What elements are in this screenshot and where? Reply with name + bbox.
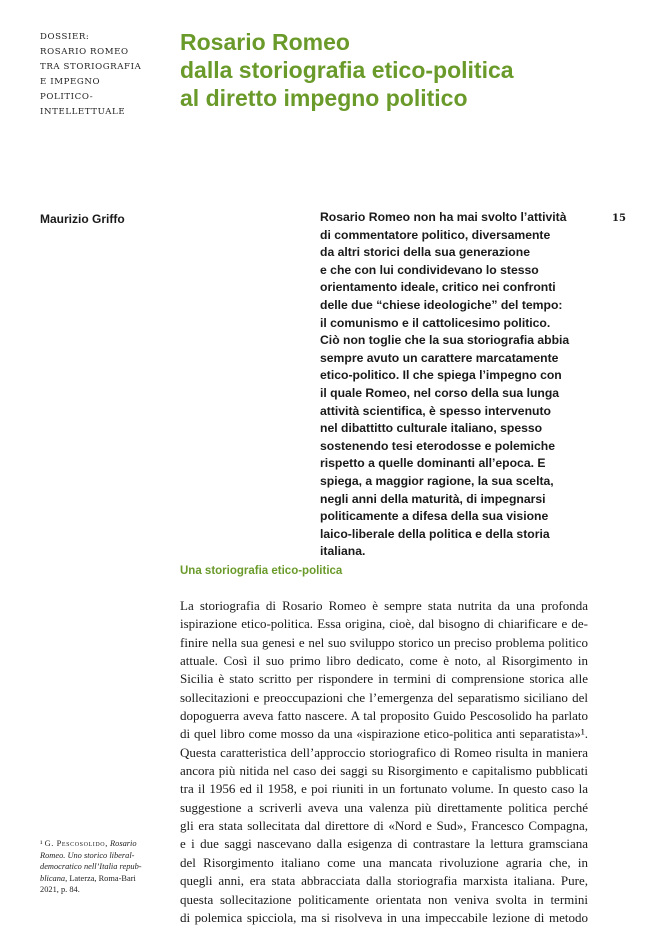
footnote-marker: ¹ <box>40 839 43 848</box>
body-text <box>180 597 588 927</box>
body-line: attuale. Così il suo primo libro dedicato, come è noto, al Risorgimento in <box>180 653 588 669</box>
dossier-line: ROSARIO ROMEO <box>40 47 129 57</box>
abstract-line: politicamente a difesa della sua visione <box>320 509 549 524</box>
abstract-line: attività scientifica, è spesso intervenuto <box>320 403 551 418</box>
body-line: Questa caratteristica dell’approccio storiografico di Romeo risulta in maniera <box>180 744 588 760</box>
section-heading: Una storiografia etico-politica <box>180 565 343 577</box>
abstract-line: e che con lui condividevano lo stesso <box>320 262 539 277</box>
dossier-line: DOSSIER: <box>40 32 90 42</box>
footnote-title: blicana, <box>40 873 68 883</box>
abstract-line: laico-liberale della politica e della storia <box>320 526 550 541</box>
footnote-line <box>40 861 168 873</box>
footnote-author: G. Pescosolido, <box>44 839 108 848</box>
footnote-publisher: Laterza, Roma-Bari <box>67 873 136 883</box>
body-line: Sicilia è stato scritto per rispondere in termini di comprensione storica alle <box>180 671 588 687</box>
dossier-line: TRA STORIOGRAFIA <box>40 62 142 72</box>
footnote-line <box>40 838 168 850</box>
title-line: dalla storiografia etico-politica <box>180 57 514 83</box>
body-line: e i due saggi nascevano dalla esigenza di contrastare la lettura gramsciana <box>180 836 588 852</box>
body-line: del Risorgimento italiano come una mancata rivoluzione agraria che, in <box>180 854 588 870</box>
title-line: Rosario Romeo <box>180 29 350 55</box>
abstract-line: Ciò non toglie che la sua storiografia abbia <box>320 333 570 348</box>
body-line: di polemica spicciola, ma si risolveva in una impeccabile lezione di metodo <box>180 909 588 925</box>
body-line: gli era stata sollecitata dal direttore di «Nord e Sud», Francesco Compagna, <box>180 818 588 834</box>
title-line: al diretto impegno politico <box>180 85 468 111</box>
abstract-line: rispetto a quelle dominanti all’epoca. E <box>320 456 546 471</box>
dossier-label <box>40 30 170 120</box>
abstract-line: etico-politico. Il che spiega l’impegno con <box>320 368 562 383</box>
body-line: suggestione a scriverli aveva una valenza più direttamente politica perché <box>180 799 588 815</box>
footnote-title: democratico nell’Italia repub- <box>40 862 142 872</box>
abstract-line: da altri storici della sua generazione <box>320 245 530 260</box>
dossier-line: E IMPEGNO <box>40 77 101 87</box>
footnote-line <box>40 850 168 862</box>
abstract-line: delle due “chiese ideologiche” del tempo: <box>320 297 563 312</box>
body-line: finire nella sua genesi e nel suo sviluppo storico un preciso problema politico <box>180 634 588 650</box>
dossier-line: POLITICO- <box>40 92 94 102</box>
author-name: Maurizio Griffo <box>40 212 125 226</box>
abstract-line: Rosario Romeo non ha mai svolto l’attività <box>320 210 567 224</box>
body-line: sollecitazioni e preoccupazioni che l’emergenza del separatismo siciliano del <box>180 689 588 705</box>
body-line: ispirazione etico-politica. Essa origina, cioè, dal bisogno di chiarificare e de- <box>180 616 588 632</box>
dossier-line: INTELLETTUALE <box>40 107 126 117</box>
body-line: dopoguerra aveva fatto nascere. A tal proposito Guido Pescosolido ha parlato <box>180 708 588 724</box>
body-line: di quel libro come mosso da una «ispirazione etico-politica anti separatista»¹. <box>180 726 588 742</box>
abstract-line: sostenendo tesi eterodosse e polemiche <box>320 438 556 453</box>
footnote-line <box>40 873 168 885</box>
body-line: questa sollecitazione politicamente orientata non veniva svolta in termini <box>180 891 588 907</box>
article-title <box>180 28 620 112</box>
abstract-line: il quale Romeo, nel corso della sua lunga <box>320 385 560 400</box>
footnote-title: Romeo. Uno storico liberal- <box>40 850 135 860</box>
footnote <box>40 838 168 896</box>
footnote-title: Rosario <box>110 839 137 848</box>
footnote-line: 2021, p. 84. <box>40 885 80 895</box>
abstract-line: negli anni della maturità, di impegnarsi <box>320 491 546 506</box>
body-line: ancora più nitida nel caso dei saggi su Risorgimento e capitalismo pubblicati <box>180 763 588 779</box>
abstract-line: di commentatore politico, diversamente <box>320 227 551 242</box>
abstract-line: spiega, a maggior ragione, la sua scelta, <box>320 473 554 488</box>
page-number: 15 <box>612 213 626 224</box>
abstract-line: italiana. <box>320 544 366 559</box>
body-line: La storiografia di Rosario Romeo è sempre stata nutrita da una profonda <box>180 598 588 613</box>
abstract-line: sempre avuto un carattere marcatamente <box>320 350 559 365</box>
abstract-line: nel dibattitto culturale italiano, spesso <box>320 421 543 436</box>
abstract-line: il comunismo e il cattolicesimo politico. <box>320 315 551 330</box>
abstract <box>320 209 610 561</box>
body-line: quegli anni, era stata abbracciata dalla storiografia marxista italiana. Pure, <box>180 873 588 889</box>
body-line: tra il 1956 ed il 1958, e poi riuniti in un fortunato volume. In questo caso la <box>180 781 588 797</box>
abstract-line: orientamento ideale, critico nei confronti <box>320 280 556 295</box>
